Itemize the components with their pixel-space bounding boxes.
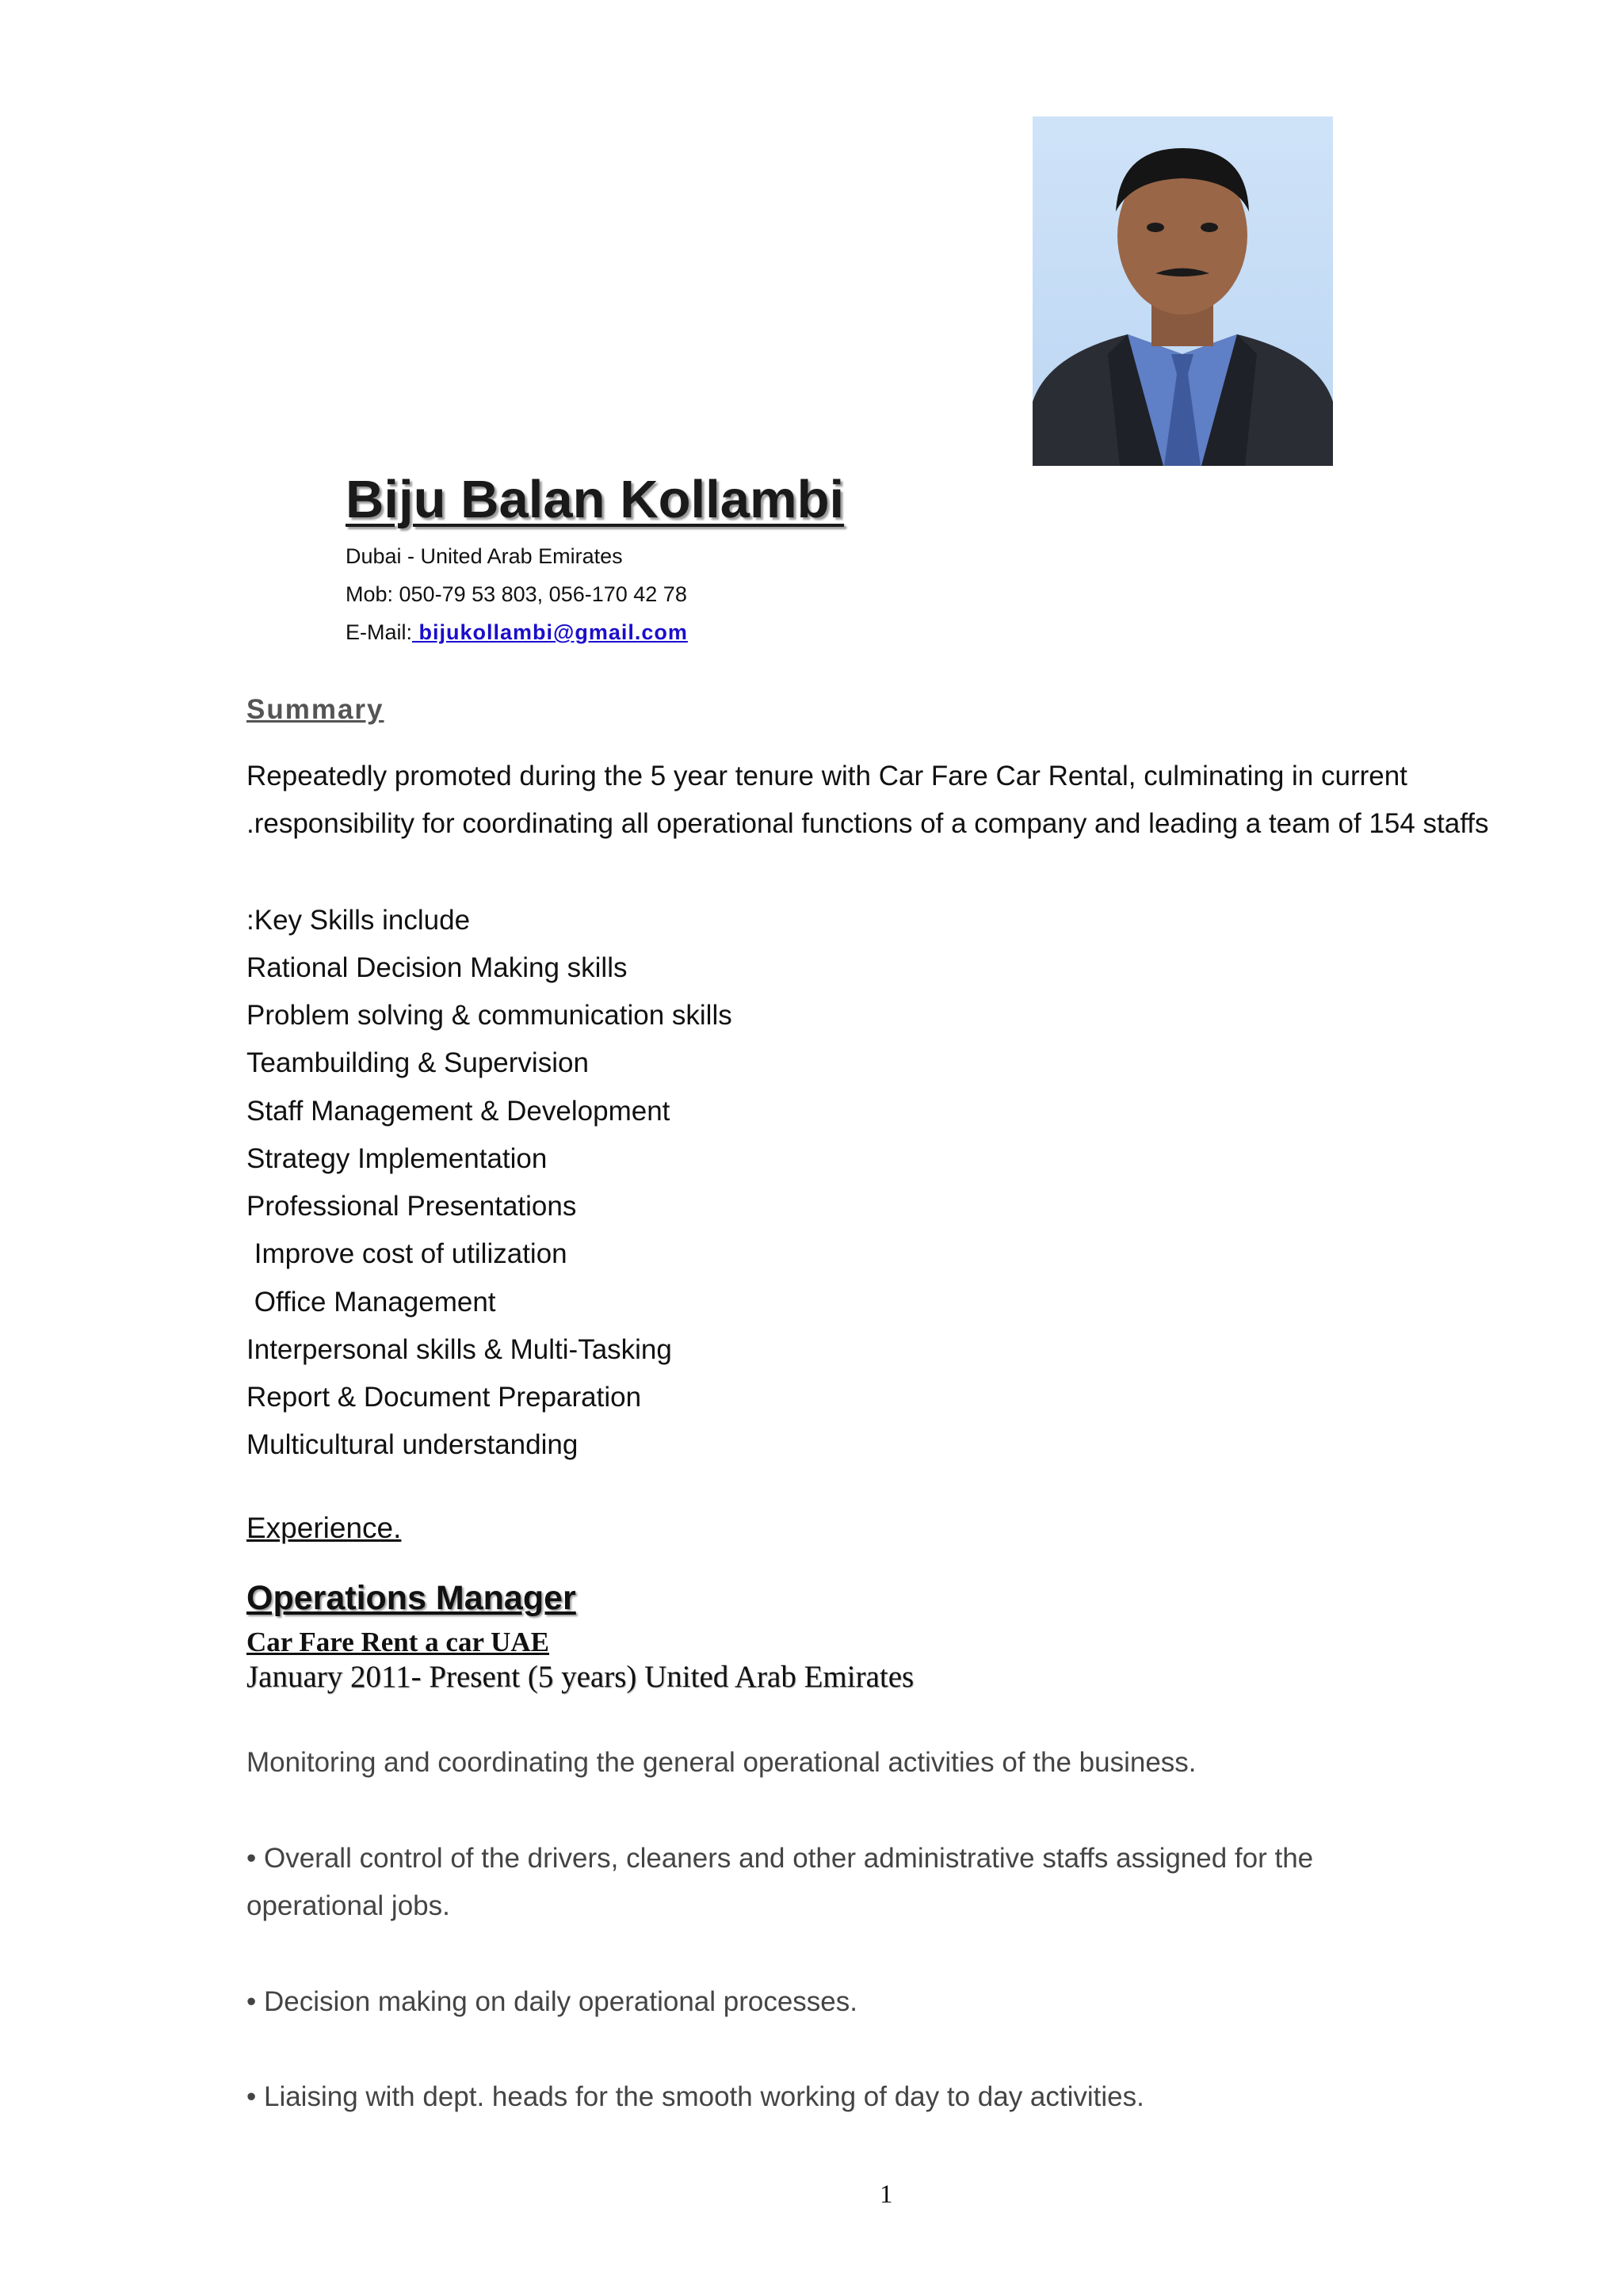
skill-item: Office Management bbox=[246, 1287, 496, 1318]
page-number: 1 bbox=[880, 2180, 893, 2209]
skill-item: Problem solving & communication skills bbox=[246, 1000, 732, 1031]
email-line bbox=[346, 620, 688, 645]
job-description: Monitoring and coordinating the general operational activities of the business. bbox=[246, 1747, 1197, 1778]
profile-photo bbox=[1033, 116, 1333, 466]
mobile-text: Mob: 050-79 53 803, 056-170 42 78 bbox=[346, 582, 687, 606]
job-title: Operations Manager bbox=[246, 1579, 576, 1617]
email-link[interactable]: bijukollambi@gmail.com bbox=[412, 620, 688, 644]
skill-item: Improve cost of utilization bbox=[246, 1238, 567, 1269]
skill-item: Teambuilding & Supervision bbox=[246, 1047, 589, 1078]
skill-item: Report & Document Preparation bbox=[246, 1382, 642, 1413]
summary-line-2: .responsibility for coordinating all operational functions of a company and leading a team of 154 staffs bbox=[246, 808, 1489, 839]
skill-item: Rational Decision Making skills bbox=[246, 952, 628, 983]
summary-line-1: Repeatedly promoted during the 5 year tenure with Car Fare Car Rental, culminating in current bbox=[246, 761, 1407, 791]
skill-item: Staff Management & Development bbox=[246, 1096, 670, 1127]
candidate-name: Biju Balan Kollambi bbox=[346, 470, 845, 529]
job-bullet-continuation: operational jobs. bbox=[246, 1890, 450, 1921]
job-bullet: • Overall control of the drivers, cleaners and other administrative staffs assigned for the bbox=[246, 1843, 1314, 1874]
experience-heading: Experience. bbox=[246, 1512, 402, 1544]
skill-item: Strategy Implementation bbox=[246, 1143, 548, 1174]
company-name: Car Fare Rent a car UAE bbox=[246, 1627, 550, 1657]
job-dates: January 2011- Present (5 years) United Arab Emirates bbox=[246, 1660, 915, 1694]
job-bullet: • Liaising with dept. heads for the smooth working of day to day activities. bbox=[246, 2081, 1144, 2112]
summary-heading: Summary bbox=[246, 694, 384, 725]
skill-item: Multicultural understanding bbox=[246, 1429, 579, 1460]
skill-item: Interpersonal skills & Multi-Tasking bbox=[246, 1334, 672, 1365]
email-label: E-Mail: bbox=[346, 620, 413, 644]
job-bullet: • Decision making on daily operational processes. bbox=[246, 1986, 857, 2017]
skills-heading: :Key Skills include bbox=[246, 905, 471, 936]
location-text: Dubai - United Arab Emirates bbox=[346, 544, 623, 568]
skill-item: Professional Presentations bbox=[246, 1191, 577, 1222]
